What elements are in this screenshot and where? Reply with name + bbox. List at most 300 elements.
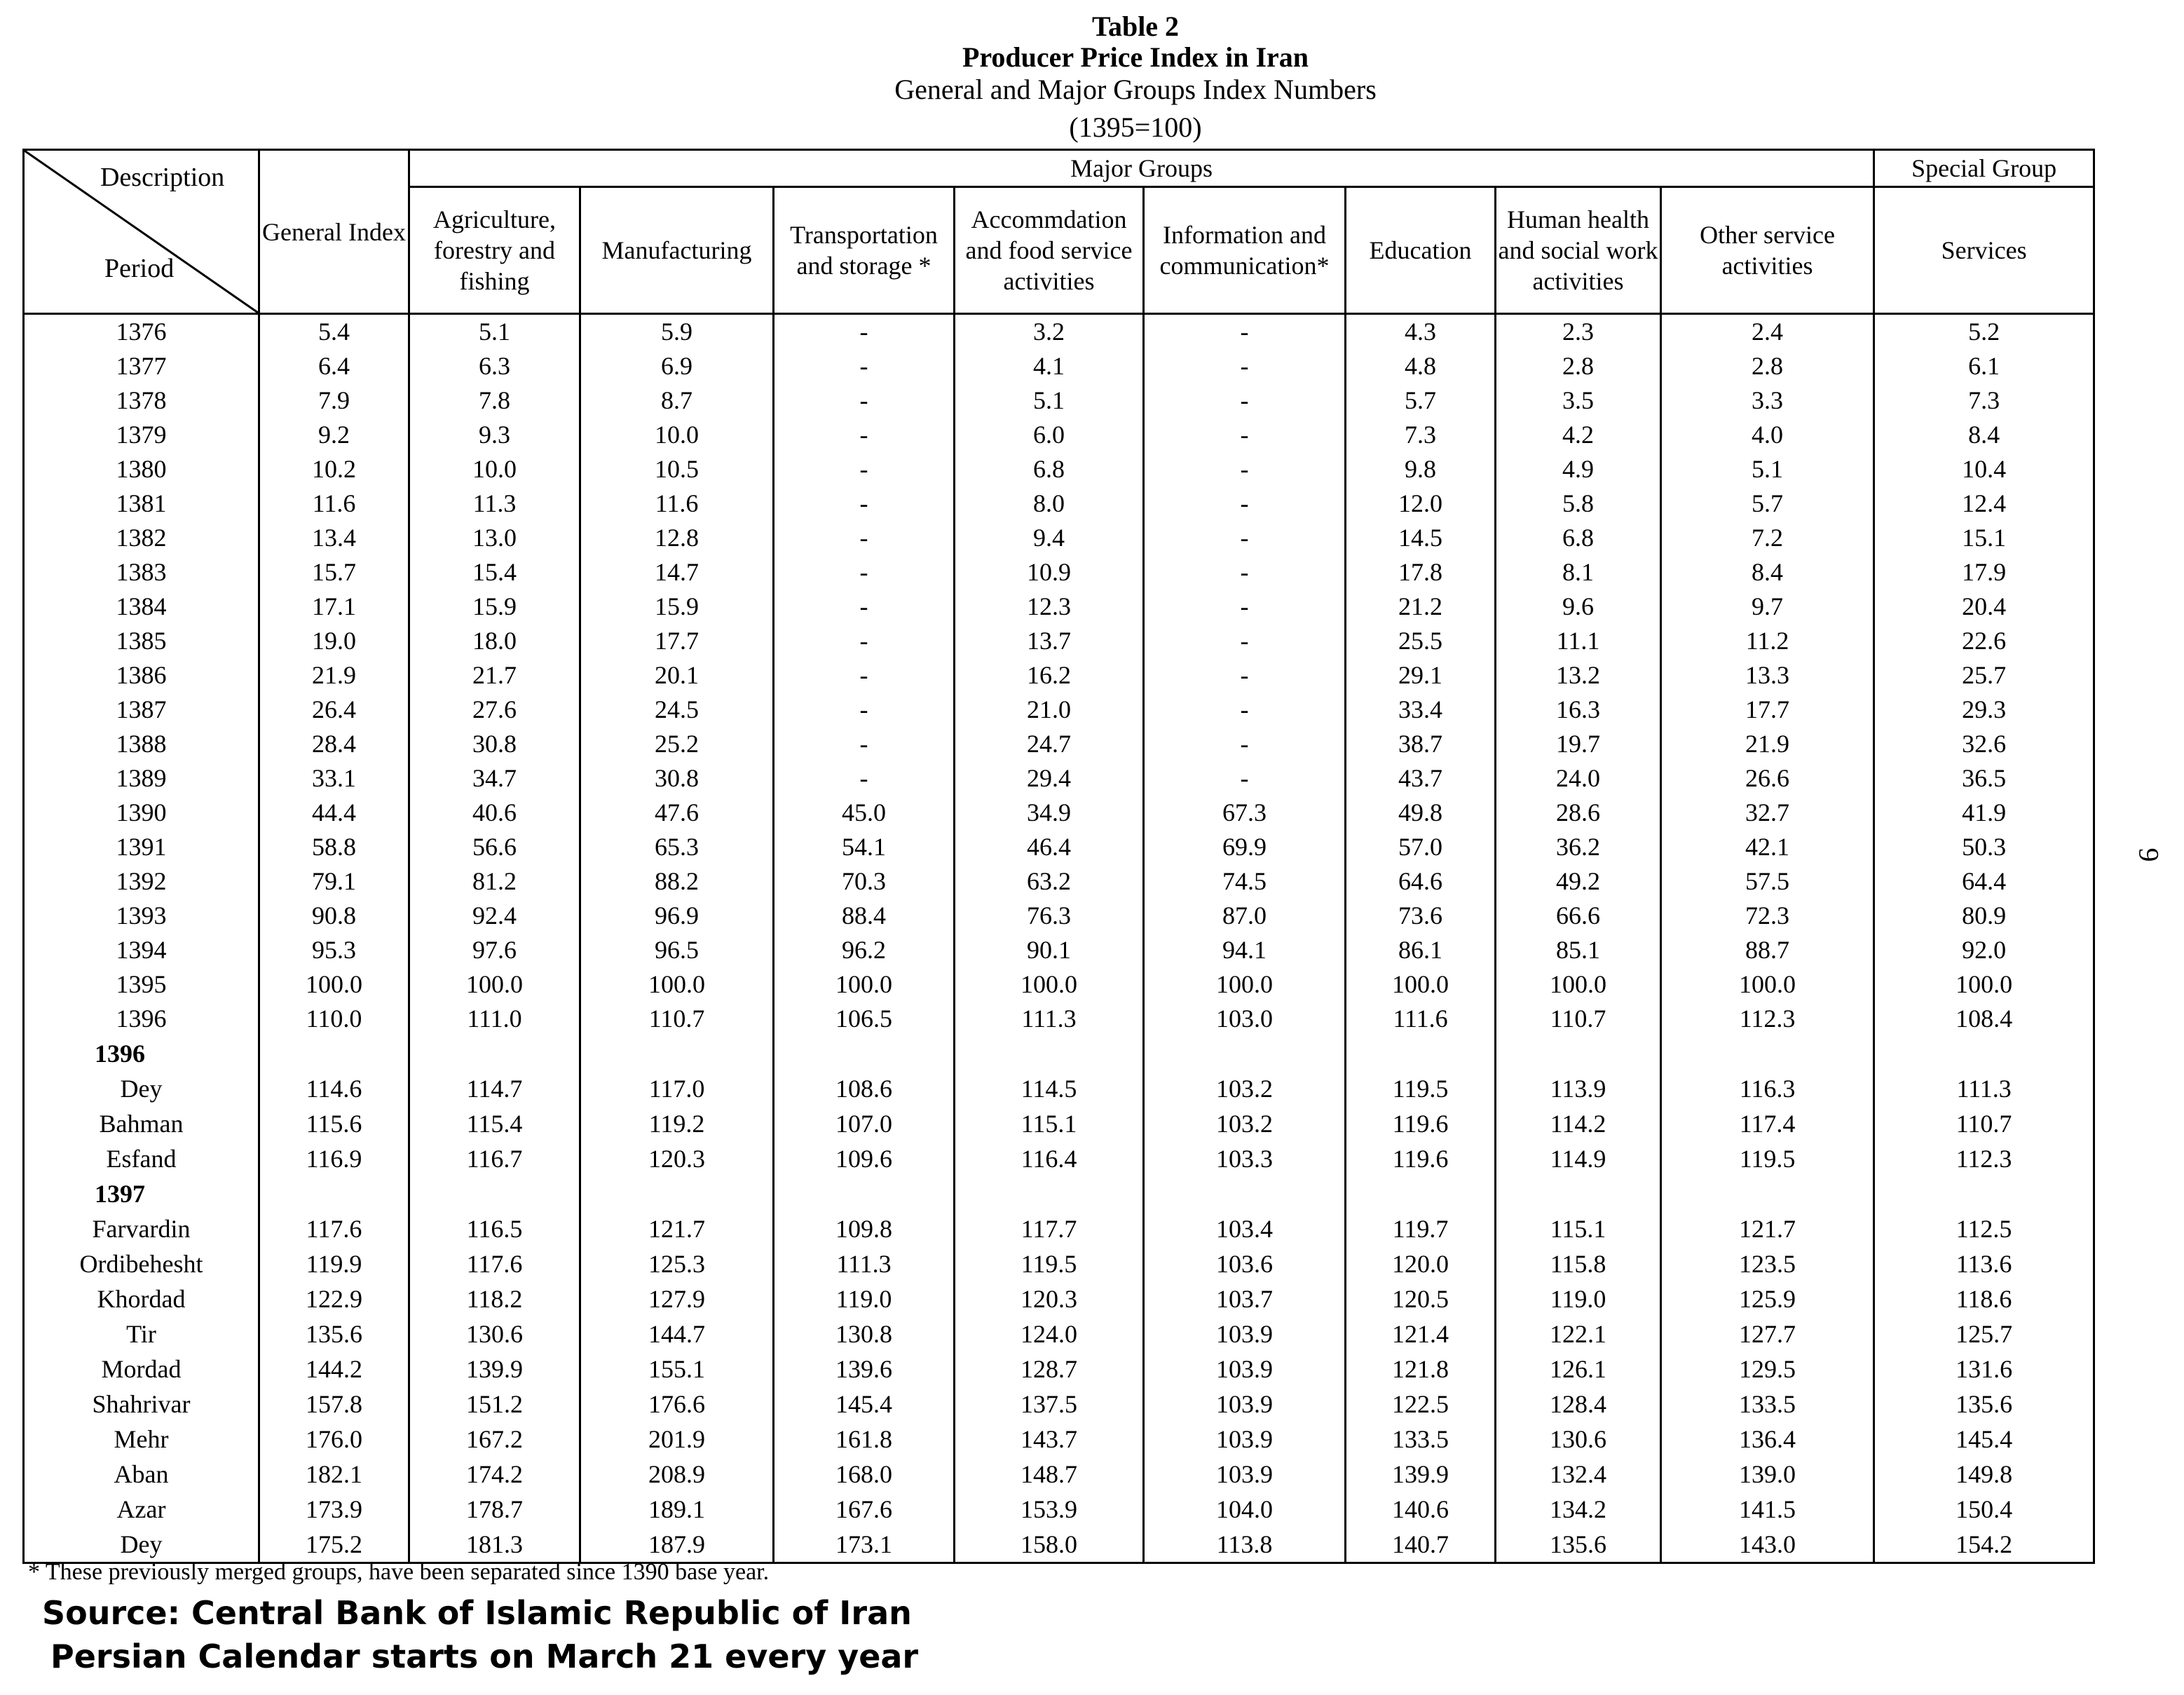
value-cell: 130.6: [1496, 1422, 1661, 1457]
value-cell: -: [1144, 727, 1346, 761]
value-cell: -: [774, 314, 955, 350]
value-cell: 19.0: [259, 624, 409, 658]
value-cell: 96.5: [580, 933, 774, 967]
value-cell: 50.3: [1874, 830, 2094, 864]
value-cell: 178.7: [409, 1492, 580, 1527]
value-cell: 15.1: [1874, 521, 2094, 555]
value-cell: 103.4: [1144, 1211, 1346, 1246]
value-cell: 14.5: [1346, 521, 1496, 555]
value-cell: 103.6: [1144, 1246, 1346, 1281]
value-cell: 5.2: [1874, 314, 2094, 350]
value-cell: -: [1144, 418, 1346, 452]
value-cell: 111.6: [1346, 1002, 1496, 1036]
value-cell: 10.0: [409, 452, 580, 486]
value-cell: 25.5: [1346, 624, 1496, 658]
value-cell: 11.3: [409, 486, 580, 521]
value-cell: 126.1: [1496, 1352, 1661, 1387]
value-cell: 123.5: [1661, 1246, 1874, 1281]
value-cell: 139.9: [409, 1352, 580, 1387]
value-cell: 81.2: [409, 864, 580, 899]
value-cell: 189.1: [580, 1492, 774, 1527]
value-cell: 56.6: [409, 830, 580, 864]
value-cell: 112.3: [1874, 1141, 2094, 1176]
value-cell: 145.4: [774, 1387, 955, 1422]
value-cell: 140.7: [1346, 1527, 1496, 1563]
value-cell: 7.9: [259, 383, 409, 418]
value-cell: 76.3: [955, 899, 1144, 933]
value-cell: -: [774, 418, 955, 452]
period-cell: Farvardin: [24, 1211, 259, 1246]
value-cell: 116.9: [259, 1141, 409, 1176]
value-cell: 88.4: [774, 899, 955, 933]
value-cell: 6.0: [955, 418, 1144, 452]
value-cell: 133.5: [1661, 1387, 1874, 1422]
value-cell: 114.6: [259, 1071, 409, 1106]
value-cell: 10.5: [580, 452, 774, 486]
value-cell: 40.6: [409, 796, 580, 830]
footnote: * These previously merged groups, have been separated since 1390 base year.: [28, 1559, 770, 1585]
period-cell: 1376: [24, 314, 259, 350]
value-cell: 36.5: [1874, 761, 2094, 796]
value-cell: 115.8: [1496, 1246, 1661, 1281]
value-cell: 57.0: [1346, 830, 1496, 864]
period-cell: 1389: [24, 761, 259, 796]
value-cell: 10.0: [580, 418, 774, 452]
value-cell: 174.2: [409, 1457, 580, 1492]
value-cell: 12.0: [1346, 486, 1496, 521]
value-cell: 96.2: [774, 933, 955, 967]
value-cell: 17.9: [1874, 555, 2094, 590]
col-other-services-header: Other service activities: [1661, 187, 1874, 314]
period-cell: 1379: [24, 418, 259, 452]
value-cell: 119.5: [955, 1246, 1144, 1281]
year-heading-row: [24, 1036, 2094, 1071]
value-cell: 12.8: [580, 521, 774, 555]
value-cell: 208.9: [580, 1457, 774, 1492]
value-cell: 16.2: [955, 658, 1144, 693]
value-cell: 10.2: [259, 452, 409, 486]
value-cell: 115.1: [1496, 1211, 1661, 1246]
value-cell: 67.3: [1144, 796, 1346, 830]
value-cell: 157.8: [259, 1387, 409, 1422]
value-cell: 92.4: [409, 899, 580, 933]
ppi-table: [22, 149, 2095, 1564]
value-cell: 119.5: [1661, 1141, 1874, 1176]
period-cell: 1390: [24, 796, 259, 830]
value-cell: 181.3: [409, 1527, 580, 1563]
value-cell: 7.2: [1661, 521, 1874, 555]
value-cell: 167.2: [409, 1422, 580, 1457]
value-cell: 15.9: [580, 590, 774, 624]
value-cell: 116.5: [409, 1211, 580, 1246]
value-cell: 2.8: [1496, 349, 1661, 383]
value-cell: 176.0: [259, 1422, 409, 1457]
value-cell: -: [1144, 590, 1346, 624]
value-cell: -: [1144, 658, 1346, 693]
value-cell: 122.5: [1346, 1387, 1496, 1422]
value-cell: 15.4: [409, 555, 580, 590]
value-cell: 10.9: [955, 555, 1144, 590]
table-body: [24, 314, 2094, 1563]
value-cell: 21.9: [1661, 727, 1874, 761]
col-manufacturing-header: Manufacturing: [580, 187, 774, 314]
value-cell: 139.6: [774, 1352, 955, 1387]
value-cell: 149.8: [1874, 1457, 2094, 1492]
col-human-health-header: Human health and social work activities: [1496, 187, 1661, 314]
value-cell: -: [774, 486, 955, 521]
period-cell: Aban: [24, 1457, 259, 1492]
value-cell: 130.8: [774, 1316, 955, 1352]
value-cell: 136.4: [1661, 1422, 1874, 1457]
value-cell: 108.4: [1874, 1002, 2094, 1036]
period-cell: 1395: [24, 967, 259, 1002]
value-cell: 104.0: [1144, 1492, 1346, 1527]
value-cell: 6.8: [955, 452, 1144, 486]
value-cell: 3.2: [955, 314, 1144, 350]
period-cell: Ordibehesht: [24, 1246, 259, 1281]
value-cell: 140.6: [1346, 1492, 1496, 1527]
annual-row: [24, 693, 2094, 727]
value-cell: 121.4: [1346, 1316, 1496, 1352]
value-cell: 109.6: [774, 1141, 955, 1176]
value-cell: 9.4: [955, 521, 1144, 555]
annual-row: [24, 314, 2094, 350]
value-cell: 122.1: [1496, 1316, 1661, 1352]
value-cell: 34.9: [955, 796, 1144, 830]
monthly-row: [24, 1527, 2094, 1563]
value-cell: 5.1: [1661, 452, 1874, 486]
value-cell: 5.1: [955, 383, 1144, 418]
value-cell: 4.2: [1496, 418, 1661, 452]
value-cell: 155.1: [580, 1352, 774, 1387]
value-cell: 117.0: [580, 1071, 774, 1106]
value-cell: 5.1: [409, 314, 580, 350]
value-cell: 22.6: [1874, 624, 2094, 658]
value-cell: 8.7: [580, 383, 774, 418]
value-cell: 173.1: [774, 1527, 955, 1563]
value-cell: -: [774, 693, 955, 727]
value-cell: 144.7: [580, 1316, 774, 1352]
value-cell: 24.0: [1496, 761, 1661, 796]
col-education-header: Education: [1346, 187, 1496, 314]
value-cell: 21.2: [1346, 590, 1496, 624]
value-cell: 32.7: [1661, 796, 1874, 830]
value-cell: 74.5: [1144, 864, 1346, 899]
value-cell: 17.7: [580, 624, 774, 658]
value-cell: 47.6: [580, 796, 774, 830]
value-cell: 119.9: [259, 1246, 409, 1281]
value-cell: 11.2: [1661, 624, 1874, 658]
value-cell: 9.6: [1496, 590, 1661, 624]
value-cell: 100.0: [580, 967, 774, 1002]
value-cell: 100.0: [1144, 967, 1346, 1002]
value-cell: 4.1: [955, 349, 1144, 383]
monthly-row: [24, 1106, 2094, 1141]
value-cell: 167.6: [774, 1492, 955, 1527]
value-cell: 8.0: [955, 486, 1144, 521]
value-cell: 114.5: [955, 1071, 1144, 1106]
value-cell: 49.2: [1496, 864, 1661, 899]
year-heading: 1397: [24, 1176, 259, 1211]
value-cell: 44.4: [259, 796, 409, 830]
value-cell: -: [1144, 624, 1346, 658]
value-cell: 33.1: [259, 761, 409, 796]
value-cell: 5.4: [259, 314, 409, 350]
annual-row: [24, 1002, 2094, 1036]
value-cell: 58.8: [259, 830, 409, 864]
value-cell: 119.0: [1496, 1281, 1661, 1316]
value-cell: 6.4: [259, 349, 409, 383]
value-cell: 103.9: [1144, 1387, 1346, 1422]
value-cell: 13.2: [1496, 658, 1661, 693]
value-cell: 109.8: [774, 1211, 955, 1246]
value-cell: 6.3: [409, 349, 580, 383]
period-cell: Dey: [24, 1527, 259, 1563]
value-cell: 128.7: [955, 1352, 1144, 1387]
value-cell: 49.8: [1346, 796, 1496, 830]
value-cell: 103.9: [1144, 1352, 1346, 1387]
value-cell: 69.9: [1144, 830, 1346, 864]
value-cell: 127.7: [1661, 1316, 1874, 1352]
value-cell: 85.1: [1496, 933, 1661, 967]
value-cell: 13.3: [1661, 658, 1874, 693]
value-cell: 122.9: [259, 1281, 409, 1316]
value-cell: 119.0: [774, 1281, 955, 1316]
value-cell: 112.5: [1874, 1211, 2094, 1246]
value-cell: -: [774, 383, 955, 418]
value-cell: 27.6: [409, 693, 580, 727]
value-cell: 114.9: [1496, 1141, 1661, 1176]
value-cell: 144.2: [259, 1352, 409, 1387]
value-cell: 25.7: [1874, 658, 2094, 693]
value-cell: 14.7: [580, 555, 774, 590]
value-cell: 41.9: [1874, 796, 2094, 830]
value-cell: 120.5: [1346, 1281, 1496, 1316]
period-cell: 1382: [24, 521, 259, 555]
value-cell: 7.3: [1874, 383, 2094, 418]
value-cell: -: [774, 521, 955, 555]
value-cell: 12.4: [1874, 486, 2094, 521]
value-cell: 132.4: [1496, 1457, 1661, 1492]
value-cell: 5.7: [1346, 383, 1496, 418]
value-cell: 46.4: [955, 830, 1144, 864]
value-cell: 66.6: [1496, 899, 1661, 933]
annual-row: [24, 624, 2094, 658]
value-cell: 26.6: [1661, 761, 1874, 796]
value-cell: -: [1144, 452, 1346, 486]
value-cell: 64.4: [1874, 864, 2094, 899]
value-cell: 128.4: [1496, 1387, 1661, 1422]
value-cell: 70.3: [774, 864, 955, 899]
period-cell: 1384: [24, 590, 259, 624]
value-cell: 100.0: [409, 967, 580, 1002]
annual-row: [24, 933, 2094, 967]
value-cell: 86.1: [1346, 933, 1496, 967]
base-year-note: (1395=100): [1069, 111, 1202, 143]
period-cell: Dey: [24, 1071, 259, 1106]
annual-row: [24, 418, 2094, 452]
value-cell: 8.1: [1496, 555, 1661, 590]
monthly-row: [24, 1141, 2094, 1176]
value-cell: [259, 1036, 409, 1071]
value-cell: -: [774, 761, 955, 796]
table-subtitle: General and Major Groups Index Numbers: [894, 74, 1377, 105]
value-cell: 111.3: [955, 1002, 1144, 1036]
value-cell: 88.7: [1661, 933, 1874, 967]
value-cell: 103.0: [1144, 1002, 1346, 1036]
value-cell: -: [774, 452, 955, 486]
value-cell: 13.0: [409, 521, 580, 555]
monthly-row: [24, 1246, 2094, 1281]
value-cell: 72.3: [1661, 899, 1874, 933]
value-cell: [1144, 1036, 1346, 1071]
period-cell: Khordad: [24, 1281, 259, 1316]
value-cell: 90.8: [259, 899, 409, 933]
period-cell: 1396: [24, 1002, 259, 1036]
monthly-row: [24, 1071, 2094, 1106]
value-cell: 3.3: [1661, 383, 1874, 418]
value-cell: 12.3: [955, 590, 1144, 624]
value-cell: 150.4: [1874, 1492, 2094, 1527]
value-cell: 2.4: [1661, 314, 1874, 350]
value-cell: 131.6: [1874, 1352, 2094, 1387]
value-cell: 100.0: [955, 967, 1144, 1002]
value-cell: -: [1144, 314, 1346, 350]
value-cell: 30.8: [580, 761, 774, 796]
value-cell: 26.4: [259, 693, 409, 727]
value-cell: 129.5: [1661, 1352, 1874, 1387]
value-cell: 97.6: [409, 933, 580, 967]
value-cell: [580, 1176, 774, 1211]
annual-row: [24, 727, 2094, 761]
col-services-header: Services: [1874, 187, 2094, 314]
value-cell: 114.7: [409, 1071, 580, 1106]
value-cell: 11.6: [580, 486, 774, 521]
value-cell: 148.7: [955, 1457, 1144, 1492]
period-cell: Mordad: [24, 1352, 259, 1387]
period-cell: Tir: [24, 1316, 259, 1352]
value-cell: 143.0: [1661, 1527, 1874, 1563]
value-cell: [409, 1176, 580, 1211]
value-cell: 103.7: [1144, 1281, 1346, 1316]
value-cell: 158.0: [955, 1527, 1144, 1563]
value-cell: 2.3: [1496, 314, 1661, 350]
value-cell: 100.0: [259, 967, 409, 1002]
value-cell: 29.3: [1874, 693, 2094, 727]
monthly-row: [24, 1457, 2094, 1492]
value-cell: 25.2: [580, 727, 774, 761]
value-cell: 125.7: [1874, 1316, 2094, 1352]
source-note: Source: Central Bank of Islamic Republic of Iran: [42, 1594, 912, 1632]
annual-row: [24, 864, 2094, 899]
value-cell: 8.4: [1874, 418, 2094, 452]
col-transportation-header: Transportation and storage *: [774, 187, 955, 314]
value-cell: 119.6: [1346, 1141, 1496, 1176]
monthly-row: [24, 1422, 2094, 1457]
period-cell: 1386: [24, 658, 259, 693]
value-cell: 124.0: [955, 1316, 1144, 1352]
value-cell: 4.0: [1661, 418, 1874, 452]
value-cell: 175.2: [259, 1527, 409, 1563]
value-cell: 9.3: [409, 418, 580, 452]
value-cell: 113.6: [1874, 1246, 2094, 1281]
value-cell: 20.4: [1874, 590, 2094, 624]
value-cell: 17.1: [259, 590, 409, 624]
annual-row: [24, 590, 2094, 624]
value-cell: 139.9: [1346, 1457, 1496, 1492]
value-cell: [1661, 1176, 1874, 1211]
value-cell: 4.8: [1346, 349, 1496, 383]
value-cell: 116.7: [409, 1141, 580, 1176]
value-cell: 38.7: [1346, 727, 1496, 761]
value-cell: 117.6: [259, 1211, 409, 1246]
value-cell: 88.2: [580, 864, 774, 899]
value-cell: 73.6: [1346, 899, 1496, 933]
value-cell: [580, 1036, 774, 1071]
value-cell: 4.9: [1496, 452, 1661, 486]
value-cell: 119.5: [1346, 1071, 1496, 1106]
page-number: 9: [2133, 848, 2165, 862]
value-cell: [1874, 1036, 2094, 1071]
value-cell: 10.4: [1874, 452, 2094, 486]
value-cell: 6.9: [580, 349, 774, 383]
value-cell: 117.7: [955, 1211, 1144, 1246]
value-cell: 135.6: [259, 1316, 409, 1352]
col-accommodation-header: Accommdation and food service activities: [955, 187, 1144, 314]
value-cell: 151.2: [409, 1387, 580, 1422]
value-cell: -: [1144, 383, 1346, 418]
annual-row: [24, 521, 2094, 555]
value-cell: -: [774, 658, 955, 693]
value-cell: 9.8: [1346, 452, 1496, 486]
value-cell: 176.6: [580, 1387, 774, 1422]
monthly-row: [24, 1211, 2094, 1246]
value-cell: [774, 1036, 955, 1071]
value-cell: 96.9: [580, 899, 774, 933]
value-cell: 110.7: [580, 1002, 774, 1036]
value-cell: 115.1: [955, 1106, 1144, 1141]
value-cell: 90.1: [955, 933, 1144, 967]
value-cell: 187.9: [580, 1527, 774, 1563]
value-cell: 5.7: [1661, 486, 1874, 521]
value-cell: 18.0: [409, 624, 580, 658]
value-cell: 103.3: [1144, 1141, 1346, 1176]
value-cell: 115.4: [409, 1106, 580, 1141]
value-cell: -: [774, 624, 955, 658]
year-heading-row: [24, 1176, 2094, 1211]
value-cell: 120.3: [580, 1141, 774, 1176]
period-cell: 1381: [24, 486, 259, 521]
value-cell: [774, 1176, 955, 1211]
value-cell: 45.0: [774, 796, 955, 830]
period-cell: Shahrivar: [24, 1387, 259, 1422]
annual-row: [24, 383, 2094, 418]
value-cell: 113.9: [1496, 1071, 1661, 1106]
value-cell: 153.9: [955, 1492, 1144, 1527]
monthly-row: [24, 1281, 2094, 1316]
value-cell: 42.1: [1661, 830, 1874, 864]
value-cell: 103.9: [1144, 1316, 1346, 1352]
value-cell: 57.5: [1661, 864, 1874, 899]
value-cell: [1346, 1176, 1496, 1211]
value-cell: 118.2: [409, 1281, 580, 1316]
value-cell: 107.0: [774, 1106, 955, 1141]
col-agriculture-header: Agriculture, forestry and fishing: [409, 187, 580, 314]
value-cell: 116.3: [1661, 1071, 1874, 1106]
value-cell: 9.7: [1661, 590, 1874, 624]
value-cell: 117.6: [409, 1246, 580, 1281]
period-cell: 1392: [24, 864, 259, 899]
